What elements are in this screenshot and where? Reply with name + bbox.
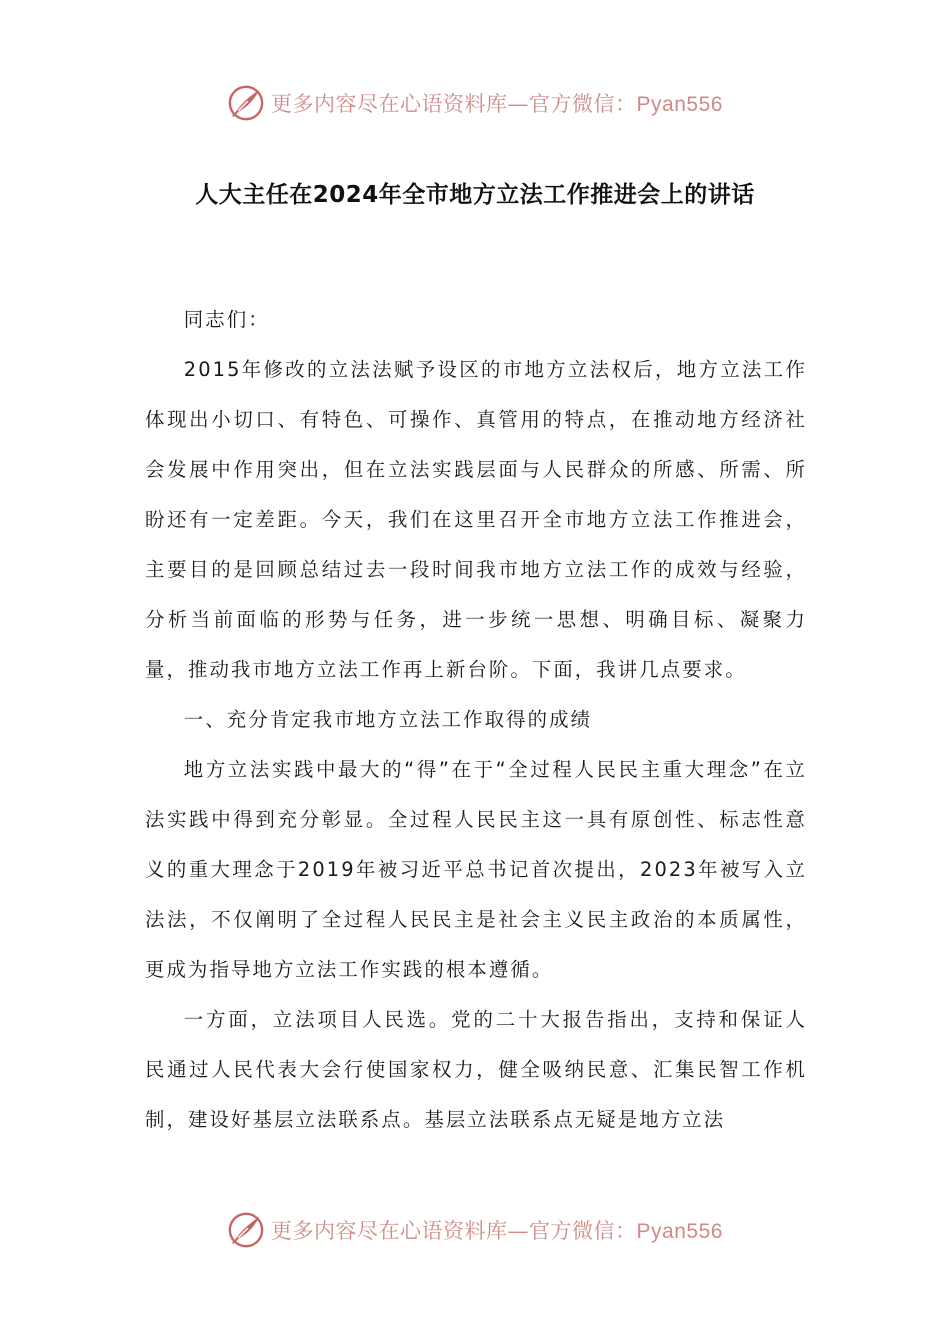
quill-logo-icon (227, 84, 265, 122)
section-heading: 一、充分肯定我市地方立法工作取得的成绩 (183, 708, 593, 731)
paragraph: 一方面，立法项目人民选。党的二十大报告指出，支持和保证人民通过人民代表大会行使国家权力，健全吸纳民意、汇集民智工作机制，建设好基层立法联系点。基层立法联系点无疑是地方立法 (145, 1008, 807, 1131)
paragraph: 地方立法实践中最大的“得”在于“全过程人民民主重大理念”在立法实践中得到充分彰显。全过程人民民主这一具有原创性、标志性意义的重大理念于2019年被习近平总书记首次提出，2023年被写入立法法，不仅阐明了全过程人民民主是社会主义民主政治的本质属性，更成为指导地方立法工作实践的根本遵循。 (145, 758, 807, 981)
paragraph: 2015年修改的立法法赋予设区的市地方立法权后，地方立法工作体现出小切口、有特色、可操作、真管用的特点，在推动地方经济社会发展中作用突出，但在立法实践层面与人民群众的所感、所需、所盼还有一定差距。今天，我们在这里召开全市地方立法工作推进会，主要目的是回顾总结过去一段时间我市地方立法工作的成效与经验，分析当前面临的形势与任务，进一步统一思想、明确目标、凝聚力量，推动我市地方立法工作再上新台阶。下面，我讲几点要求。 (145, 358, 807, 681)
header-watermark (0, 81, 950, 125)
salutation: 同志们： (183, 308, 270, 331)
watermark-text: 更多内容尽在心语资料库—官方微信：Pyan556 (271, 1219, 723, 1243)
document-title: 人大主任在2024年全市地方立法工作推进会上的讲话 (195, 182, 755, 208)
quill-logo-icon (227, 1211, 265, 1249)
watermark-text: 更多内容尽在心语资料库—官方微信：Pyan556 (271, 92, 723, 116)
document-body (145, 295, 807, 1145)
footer-watermark (0, 1208, 950, 1252)
